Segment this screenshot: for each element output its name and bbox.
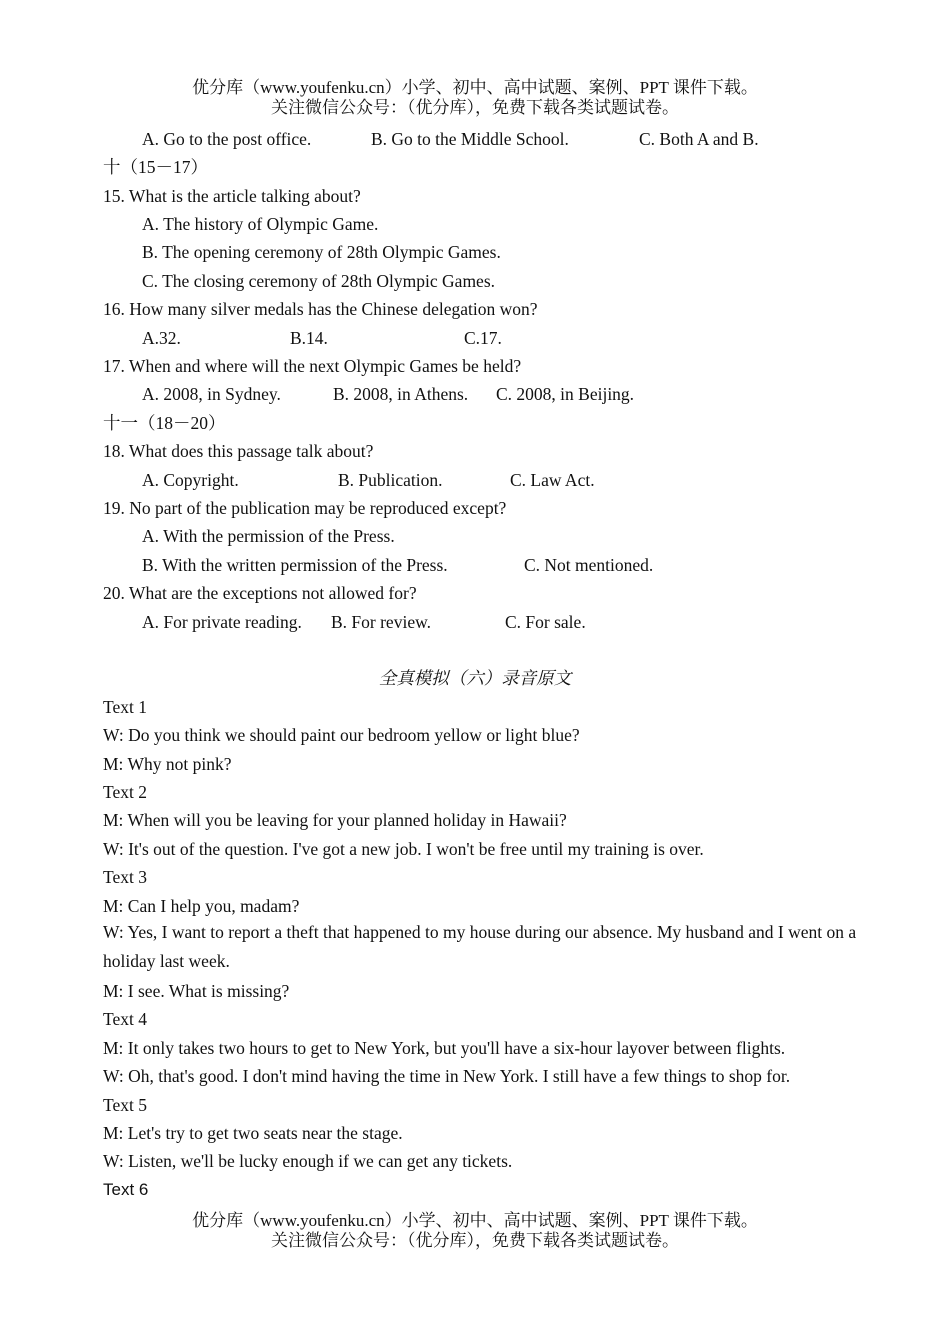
text1-woman-line: W: Do you think we should paint our bedroom yellow or light blue?	[103, 725, 580, 745]
q18-question: 18. What does this passage talk about?	[103, 441, 374, 461]
q14-option-b: B. Go to the Middle School.	[371, 129, 569, 149]
q18-option-b: B. Publication.	[338, 470, 443, 490]
page-footer	[0, 1211, 950, 1251]
q17-options	[142, 383, 634, 405]
transcript-title: 全真模拟（六）录音原文	[378, 668, 572, 688]
q19-option-b: B. With the written permission of the Press.	[142, 555, 448, 575]
section-heading-10: 十（15－17）	[103, 157, 208, 177]
q17-option-c: C. 2008, in Beijing.	[496, 384, 635, 404]
q16-option-a: A.32.	[142, 328, 181, 348]
q19-option-a: A. With the permission of the Press.	[142, 526, 395, 546]
text6-label: Text 6	[103, 1180, 149, 1199]
page-header	[0, 78, 950, 118]
text3-man-line-1: M: Can I help you, madam?	[103, 896, 300, 916]
text4-label: Text 4	[103, 1009, 147, 1029]
text5-woman-line: W: Listen, we'll be lucky enough if we can get any tickets.	[103, 1151, 513, 1171]
q19-question: 19. No part of the publication may be reproduced except?	[103, 498, 507, 518]
header-line-1: 优分库（www.youfenku.cn）小学、初中、高中试题、案例、PPT 课件下载。	[192, 78, 758, 97]
text3-woman-line: W: Yes, I want to report a theft that happened to my house during our absence. My husband and I went on a holiday last week.	[103, 922, 857, 971]
q20-question: 20. What are the exceptions not allowed for?	[103, 583, 417, 603]
q20-options	[142, 611, 586, 633]
q19-options-bc	[142, 554, 653, 576]
text1-man-line: M: Why not pink?	[103, 754, 232, 774]
text3-man-line-2: M: I see. What is missing?	[103, 981, 290, 1001]
text2-man-line: M: When will you be leaving for your planned holiday in Hawaii?	[103, 810, 567, 830]
q15-option-a: A. The history of Olympic Game.	[142, 214, 379, 234]
q18-options	[142, 469, 595, 491]
q18-option-a: A. Copyright.	[142, 470, 239, 490]
text4-woman-line: W: Oh, that's good. I don't mind having the time in New York. I still have a few things to shop for.	[103, 1066, 791, 1086]
text5-label: Text 5	[103, 1095, 147, 1115]
text5-man-line: M: Let's try to get two seats near the stage.	[103, 1123, 403, 1143]
q16-options	[142, 327, 502, 349]
q18-option-c: C. Law Act.	[510, 470, 595, 490]
q16-option-b: B.14.	[290, 328, 328, 348]
text3-label: Text 3	[103, 867, 147, 887]
q14-option-a: A. Go to the post office.	[142, 129, 312, 149]
q17-option-b: B. 2008, in Athens.	[333, 384, 469, 404]
footer-line-2: 关注微信公众号：（优分库），免费下载各类试题试卷。	[271, 1231, 679, 1250]
q20-option-c: C. For sale.	[505, 612, 586, 632]
q17-question: 17. When and where will the next Olympic Games be held?	[103, 356, 522, 376]
section-heading-11: 十一（18－20）	[103, 413, 226, 433]
q15-question: 15. What is the article talking about?	[103, 186, 361, 206]
q20-option-b: B. For review.	[331, 612, 431, 632]
footer-line-1: 优分库（www.youfenku.cn）小学、初中、高中试题、案例、PPT 课件下载。	[192, 1211, 758, 1230]
q16-option-c: C.17.	[464, 328, 502, 348]
text1-label: Text 1	[103, 697, 147, 717]
text2-label: Text 2	[103, 782, 147, 802]
q16-question: 16. How many silver medals has the Chinese delegation won?	[103, 299, 538, 319]
q19-option-c: C. Not mentioned.	[524, 555, 654, 575]
q17-option-a: A. 2008, in Sydney.	[142, 384, 281, 404]
q14-option-c: C. Both A and B.	[639, 129, 759, 149]
q20-option-a: A. For private reading.	[142, 612, 302, 632]
text4-man-line: M: It only takes two hours to get to New York, but you'll have a six-hour layover between flights.	[103, 1038, 786, 1058]
text2-woman-line: W: It's out of the question. I've got a new job. I won't be free until my training is over.	[103, 839, 704, 859]
q14-options	[142, 128, 759, 150]
q15-option-b: B. The opening ceremony of 28th Olympic Games.	[142, 242, 501, 262]
q15-option-c: C. The closing ceremony of 28th Olympic Games.	[142, 271, 496, 291]
header-line-2: 关注微信公众号：（优分库），免费下载各类试题试卷。	[271, 98, 679, 117]
